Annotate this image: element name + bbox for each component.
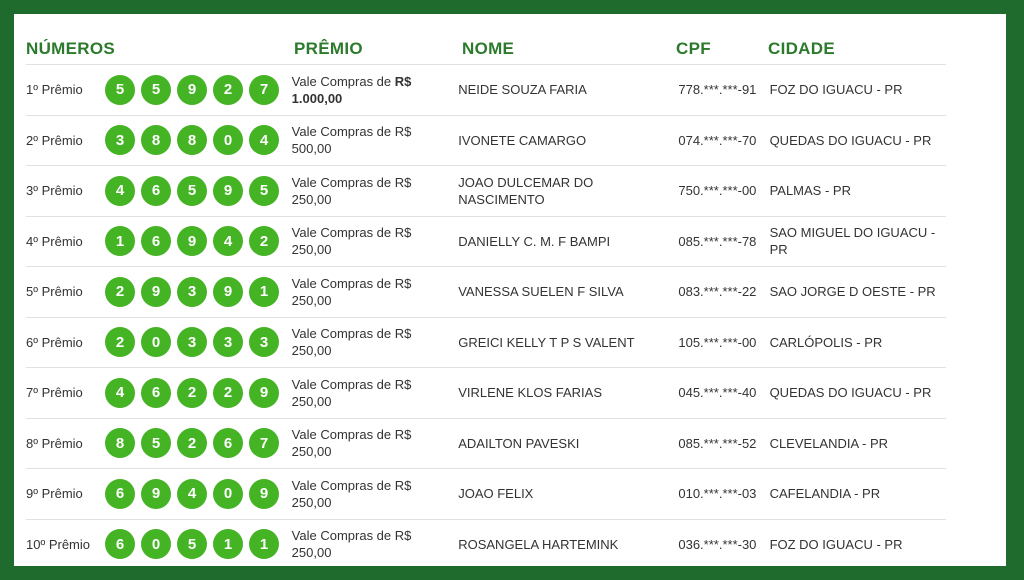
table-row xyxy=(26,216,946,267)
header-numeros: NÚMEROS xyxy=(26,39,115,58)
winner-name: IVONETE CAMARGO xyxy=(458,132,587,148)
header-premio: PRÊMIO xyxy=(294,39,363,58)
winner-cpf: 750.***.***-00 xyxy=(678,183,757,199)
number-ball: 8 xyxy=(141,125,171,155)
number-ball: 9 xyxy=(249,479,279,509)
table-row xyxy=(26,317,946,368)
number-ball: 2 xyxy=(177,428,207,458)
premio-value: 250,00 xyxy=(291,444,332,460)
premio-cell xyxy=(292,275,459,309)
table-row xyxy=(26,468,946,519)
number-balls xyxy=(105,479,285,509)
winner-name: ADAILTON PAVESKI xyxy=(458,435,580,451)
winner-city: PALMAS - PR xyxy=(769,183,851,199)
winner-city: SAO JORGE D OESTE - PR xyxy=(769,284,936,300)
prize-label: 4º Prêmio xyxy=(26,233,83,249)
number-balls xyxy=(105,529,285,559)
premio-currency: R$ xyxy=(394,376,412,392)
premio-prefix: Vale Compras de xyxy=(291,73,395,89)
number-ball: 5 xyxy=(177,176,207,206)
prize-label: 8º Prêmio xyxy=(26,435,83,451)
number-ball: 6 xyxy=(141,378,171,408)
premio-prefix: Vale Compras de xyxy=(291,528,395,544)
number-ball: 2 xyxy=(213,378,243,408)
number-balls xyxy=(105,327,285,357)
number-ball: 2 xyxy=(249,226,279,256)
premio-value: 250,00 xyxy=(291,494,332,510)
number-ball: 9 xyxy=(177,226,207,256)
number-ball: 6 xyxy=(141,226,171,256)
number-ball: 1 xyxy=(249,277,279,307)
number-ball: 9 xyxy=(213,176,243,206)
winner-name: VIRLENE KLOS FARIAS xyxy=(458,385,602,401)
number-ball: 3 xyxy=(249,327,279,357)
prize-label: 3º Prêmio xyxy=(26,183,83,199)
premio-value: 250,00 xyxy=(291,191,332,207)
premio-cell xyxy=(292,73,459,107)
winner-cpf: 010.***.***-03 xyxy=(678,486,757,502)
winner-city: FOZ DO IGUACU - PR xyxy=(769,536,903,552)
premio-prefix: Vale Compras de xyxy=(291,275,395,291)
number-ball: 2 xyxy=(213,75,243,105)
winner-name: JOAO FELIX xyxy=(458,486,534,502)
premio-cell xyxy=(292,477,459,511)
number-ball: 4 xyxy=(105,176,135,206)
number-ball: 9 xyxy=(213,277,243,307)
number-ball: 5 xyxy=(177,529,207,559)
prize-label: 1º Prêmio xyxy=(26,82,83,98)
premio-prefix: Vale Compras de xyxy=(291,326,395,342)
prize-label: 7º Prêmio xyxy=(26,385,83,401)
number-balls xyxy=(105,125,285,155)
winner-city: QUEDAS DO IGUACU - PR xyxy=(769,132,932,148)
winner-cpf: 083.***.***-22 xyxy=(678,284,757,300)
number-ball: 0 xyxy=(141,529,171,559)
premio-prefix: Vale Compras de xyxy=(291,174,395,190)
number-ball: 1 xyxy=(249,529,279,559)
premio-currency: R$ xyxy=(394,225,412,241)
table-row xyxy=(26,115,946,166)
number-ball: 4 xyxy=(105,378,135,408)
winner-city: CAFELANDIA - PR xyxy=(769,486,881,502)
premio-cell xyxy=(292,426,459,460)
number-ball: 4 xyxy=(177,479,207,509)
premio-prefix: Vale Compras de xyxy=(291,477,395,493)
table-body xyxy=(26,64,946,569)
number-ball: 5 xyxy=(141,75,171,105)
number-ball: 4 xyxy=(249,125,279,155)
premio-cell xyxy=(292,376,459,410)
number-ball: 6 xyxy=(105,479,135,509)
number-ball: 2 xyxy=(177,378,207,408)
number-ball: 4 xyxy=(213,226,243,256)
table-row xyxy=(26,266,946,317)
number-ball: 0 xyxy=(141,327,171,357)
winner-city: FOZ DO IGUACU - PR xyxy=(769,82,903,98)
winner-cpf: 036.***.***-30 xyxy=(678,536,757,552)
header-cidade: CIDADE xyxy=(768,39,835,58)
prize-label: 9º Prêmio xyxy=(26,486,83,502)
premio-currency: R$ xyxy=(394,275,412,291)
premio-currency: R$ xyxy=(394,477,412,493)
winner-name: NEIDE SOUZA FARIA xyxy=(458,82,587,98)
number-ball: 1 xyxy=(213,529,243,559)
number-ball: 7 xyxy=(249,428,279,458)
premio-cell xyxy=(292,123,459,157)
winner-cpf: 105.***.***-00 xyxy=(678,334,757,350)
number-ball: 2 xyxy=(105,327,135,357)
number-ball: 9 xyxy=(177,75,207,105)
premio-currency: R$ xyxy=(394,174,412,190)
number-ball: 5 xyxy=(141,428,171,458)
premio-cell xyxy=(292,527,459,561)
winner-city: QUEDAS DO IGUACU - PR xyxy=(769,385,932,401)
premio-currency: R$ xyxy=(394,124,412,140)
premio-cell xyxy=(292,325,459,359)
number-balls xyxy=(105,428,285,458)
number-ball: 6 xyxy=(141,176,171,206)
premio-value: 250,00 xyxy=(291,545,332,561)
table-row xyxy=(26,367,946,418)
premio-value: 250,00 xyxy=(291,242,332,258)
premio-prefix: Vale Compras de xyxy=(291,427,395,443)
number-ball: 9 xyxy=(141,479,171,509)
prize-label: 6º Prêmio xyxy=(26,334,83,350)
winner-cpf: 085.***.***-78 xyxy=(678,233,757,249)
winner-cpf: 085.***.***-52 xyxy=(678,435,757,451)
results-panel xyxy=(14,14,1006,566)
number-ball: 5 xyxy=(105,75,135,105)
number-balls xyxy=(105,176,285,206)
number-ball: 9 xyxy=(141,277,171,307)
premio-value: 1.000,00 xyxy=(291,90,343,106)
winner-name: JOAO DULCEMAR DO NASCIMENTO xyxy=(458,174,594,207)
table-row xyxy=(26,519,946,570)
number-ball: 6 xyxy=(213,428,243,458)
winner-name: GREICI KELLY T P S VALENT xyxy=(458,334,635,350)
number-ball: 2 xyxy=(105,277,135,307)
premio-value: 250,00 xyxy=(291,292,332,308)
table-row xyxy=(26,64,946,115)
premio-prefix: Vale Compras de xyxy=(291,376,395,392)
winner-name: DANIELLY C. M. F BAMPI xyxy=(458,233,611,249)
number-ball: 3 xyxy=(105,125,135,155)
number-ball: 8 xyxy=(177,125,207,155)
header-cpf: CPF xyxy=(676,39,711,58)
prize-label: 10º Prêmio xyxy=(26,536,90,552)
number-ball: 8 xyxy=(105,428,135,458)
number-ball: 9 xyxy=(249,378,279,408)
number-ball: 3 xyxy=(213,327,243,357)
winner-city: CLEVELANDIA - PR xyxy=(769,435,889,451)
premio-value: 500,00 xyxy=(291,141,332,157)
number-ball: 1 xyxy=(105,226,135,256)
winner-cpf: 074.***.***-70 xyxy=(678,132,757,148)
premio-cell xyxy=(292,174,459,208)
premio-value: 250,00 xyxy=(291,393,332,409)
winner-cpf: 045.***.***-40 xyxy=(678,385,757,401)
premio-value: 250,00 xyxy=(291,343,332,359)
winners-table xyxy=(26,34,946,569)
number-ball: 6 xyxy=(105,529,135,559)
number-balls xyxy=(105,378,285,408)
table-header xyxy=(26,34,946,64)
table-row xyxy=(26,165,946,216)
premio-currency: R$ xyxy=(394,326,412,342)
number-ball: 7 xyxy=(249,75,279,105)
number-ball: 0 xyxy=(213,125,243,155)
number-balls xyxy=(105,226,285,256)
prize-label: 2º Prêmio xyxy=(26,132,83,148)
prize-label: 5º Prêmio xyxy=(26,284,83,300)
premio-currency: R$ xyxy=(394,427,412,443)
premio-currency: R$ xyxy=(394,528,412,544)
winner-cpf: 778.***.***-91 xyxy=(678,82,757,98)
winner-name: VANESSA SUELEN F SILVA xyxy=(458,284,624,300)
number-ball: 5 xyxy=(249,176,279,206)
number-ball: 3 xyxy=(177,327,207,357)
winner-city: CARLÓPOLIS - PR xyxy=(769,334,883,350)
premio-cell xyxy=(292,224,459,258)
number-ball: 0 xyxy=(213,479,243,509)
table-row xyxy=(26,418,946,469)
header-nome: NOME xyxy=(462,39,515,58)
number-balls xyxy=(105,277,285,307)
winner-city: SAO MIGUEL DO IGUACU - PR xyxy=(769,225,936,258)
number-balls xyxy=(105,75,285,105)
premio-prefix: Vale Compras de xyxy=(291,225,395,241)
winner-name: ROSANGELA HARTEMINK xyxy=(458,536,619,552)
number-ball: 3 xyxy=(177,277,207,307)
premio-prefix: Vale Compras de xyxy=(291,124,395,140)
premio-currency: R$ xyxy=(394,73,412,89)
